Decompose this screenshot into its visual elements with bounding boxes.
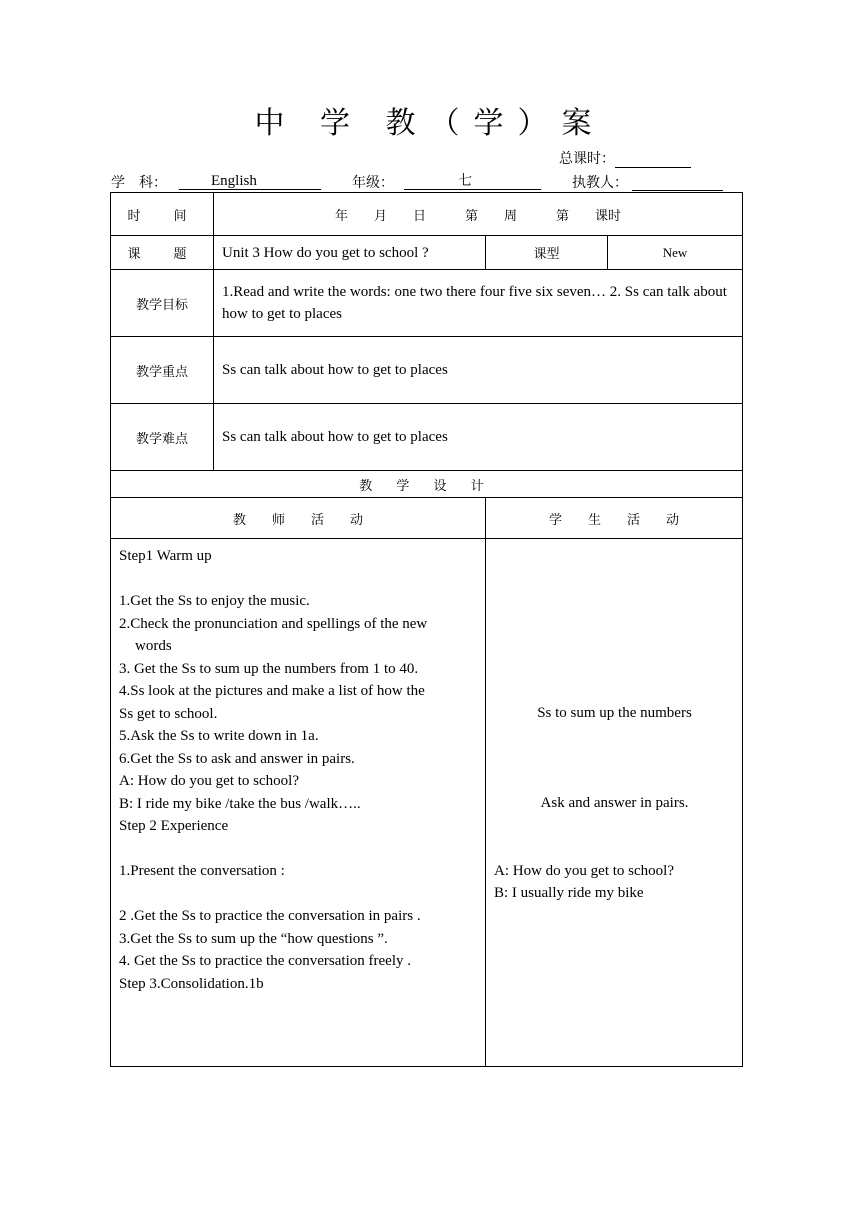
total-periods-label: 总课时： [559, 151, 615, 167]
type-value: New [608, 236, 743, 270]
teacher-step-line [119, 568, 479, 591]
teacher-step-line: 6.Get the Ss to ask and answer in pairs. [119, 750, 355, 767]
student-activity-header: 学 生 活 动 [486, 498, 743, 539]
student-activities [486, 539, 743, 1067]
teacher-activities [111, 539, 486, 1067]
topic-value: Unit 3 How do you get to school ? [214, 236, 486, 270]
teacher-step-line: 5.Ask the Ss to write down in 1a. [119, 728, 319, 744]
teacher-step-line: A: How do you get to school? [119, 773, 299, 789]
activity-header-row [111, 498, 743, 539]
meta-row [0, 172, 860, 192]
teacher-step-line [119, 838, 479, 861]
total-periods [559, 150, 691, 168]
student-activity-line: A: How do you get to school? [494, 863, 674, 879]
keypoints-row [111, 337, 743, 404]
topic-row [111, 236, 743, 270]
teacher-step-line: 1.Present the conversation : [119, 863, 285, 879]
teacher-step-line: 3. Get the Ss to sum up the numbers from 1 to 40. [119, 660, 419, 677]
teacher-step-line: Ss get to school. [119, 705, 218, 722]
grade-value: 七 [404, 172, 541, 190]
teacher-step-line: B: I ride my bike /take the bus /walk….. [119, 795, 361, 812]
teacher-step-line: 3.Get the Ss to sum up the “how questions ”. [119, 930, 388, 947]
goals-label: 教学目标 [111, 270, 214, 337]
student-activity-line: Ask and answer in pairs. [540, 795, 689, 811]
teacher-blank [632, 172, 723, 191]
grade-label: 年级： [352, 175, 394, 191]
student-activity-line: Ss to sum up the numbers [537, 705, 692, 721]
keypoints-value: Ss can talk about how to get to places [214, 337, 743, 404]
teacher-step-line: Step 3.Consolidation.1b [119, 975, 264, 992]
difficulties-label: 教学难点 [111, 404, 214, 471]
difficulties-row [111, 404, 743, 471]
topic-label: 课 题 [111, 236, 214, 270]
teacher-step-line: words [135, 638, 172, 654]
subject-label: 学 科： [111, 175, 167, 191]
time-row [111, 193, 743, 236]
teacher-step-line: 4.Ss look at the pictures and make a list of how the [119, 683, 425, 699]
teacher-step-line: 1.Get the Ss to enjoy the music. [119, 593, 310, 609]
goals-row [111, 270, 743, 337]
design-header: 教 学 设 计 [111, 471, 743, 498]
difficulties-value: Ss can talk about how to get to places [214, 404, 743, 471]
type-label: 课型 [486, 236, 608, 270]
teacher-step-line: Step1 Warm up [119, 548, 212, 564]
teacher-step-line: 4. Get the Ss to practice the conversation freely . [119, 953, 411, 969]
teacher-activity-header: 教 师 活 动 [111, 498, 486, 539]
activity-content-row [111, 539, 743, 1067]
teacher-step-line: Step 2 Experience [119, 818, 229, 834]
teacher-step-line: 2.Check the pronunciation and spellings of the new [119, 615, 428, 632]
time-label: 时 间 [111, 193, 214, 236]
design-header-row [111, 471, 743, 498]
teacher-step-line: 2 .Get the Ss to practice the conversation in pairs . [119, 908, 421, 924]
goals-value: 1.Read and write the words: one two there four five six seven… 2. Ss can talk about how to get to places [214, 270, 743, 337]
student-activity-line: B: I usually ride my bike [494, 885, 644, 901]
total-periods-blank [615, 153, 691, 168]
document-title: 中 学 教（学）案 [254, 107, 606, 140]
lesson-plan-table [110, 192, 743, 1067]
keypoints-label: 教学重点 [111, 337, 214, 404]
subject-value: English [179, 172, 321, 190]
teacher-label: 执教人： [572, 175, 628, 191]
time-value: 年 月 日 第 周 第 课时 [214, 193, 743, 236]
teacher-step-line [119, 883, 479, 906]
